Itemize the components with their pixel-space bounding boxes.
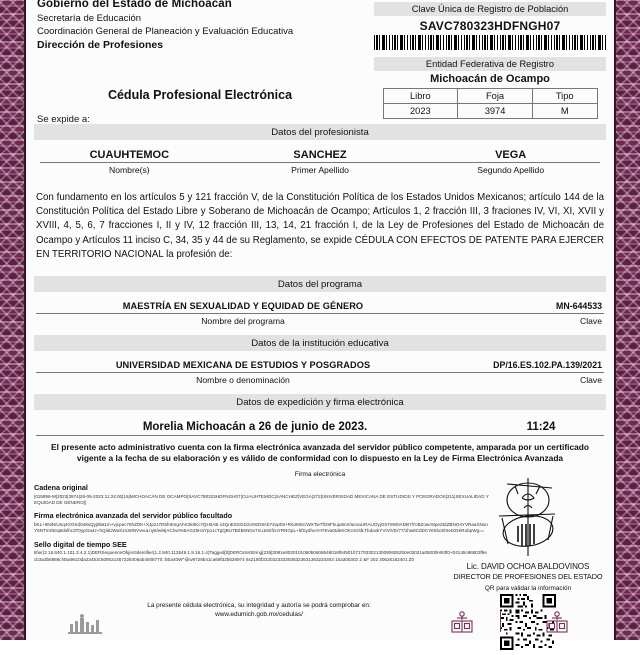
section-header-expedicion: Datos de expedición y firma electrónica (34, 394, 606, 410)
expedition-row (34, 421, 606, 433)
value-hora: 11:24 (526, 421, 556, 434)
cell-foja: 3974 (458, 104, 533, 119)
cadena-original-value: |015896-M|2023|3974|26-06-2023 11:24:00|16|MICHOACÁN DE OCAMPO|SAVC780323HDFNGH07|CUAUHTEMOC|SANCHEZ|VEGA|272|UNIVERSIDAD MEXICANA DE ESTUDIOS Y POSGRADOS|311|SEXUALIDAD Y EQUIDAD DE GÉNERO|| (34, 493, 489, 505)
institucion-labels-row (34, 375, 606, 385)
label-nombre: Nombre(s) (109, 165, 150, 175)
field-segundo-apellido (415, 149, 606, 161)
crypto-blocks (34, 483, 489, 563)
footer-note-line1: La presente cédula electrónica, su integridad y autoría se podrá comprobar en: (147, 602, 371, 609)
cell-tipo: M (532, 104, 597, 119)
institutional-logo-icon-2 (534, 610, 580, 636)
sello-tiempo-value: tifier(2.16.840.1.101.3.4.2.1)DERSequenceObjectIdentifier(1.2.840.113549.1.9.16.1.4)Tagged[0]DEROctetString[235]3081e8020101060b0608648018f845010717033021300906052b0e03021a05000HE0f0+04145c86803f9ecb3a3b6886cf45a9610da23453c509021457228406ab4008770::hEa40W^@w9729b41ca69f32b626974 6x2180f3230323333036323631363234303 15a300302 2 &F 202 30626162401 Z0 (34, 550, 487, 562)
qr-label: QR para validar la información (484, 585, 572, 592)
divider (36, 372, 604, 373)
footer-note (94, 602, 424, 619)
value-institucion-clave: DP/16.ES.102.PA.139/2021 (493, 360, 602, 371)
logo-svg-1 (439, 610, 485, 636)
curp-value: SAVC780323HDFNGH07 (419, 19, 561, 33)
value-institucion-nombre: UNIVERSIDAD MEXICANA DE ESTUDIOS Y POSGRADOS (115, 360, 371, 371)
value-lugar-fecha: Morelia Michoacán a 26 de junio de 2023. (142, 421, 368, 434)
section-header-institucion: Datos de la institución educativa (34, 335, 606, 351)
institucion-values-row (34, 360, 606, 370)
cadena-original-block (34, 483, 489, 506)
firma-avanzada-title: Firma electrónica avanzada del servidor público facultado (34, 511, 233, 521)
column-header-foja: Foja (458, 89, 533, 104)
secretariat-name: Secretaría de Educación (37, 13, 142, 24)
border-inner-line (614, 0, 616, 640)
label-segundo-apellido: Segundo Apellido (477, 165, 545, 175)
label-programa-nombre: Nombre del programa (201, 316, 285, 327)
handwritten-signature-icon (452, 474, 604, 562)
logo-svg-2 (534, 610, 580, 636)
value-primer-apellido: SANCHEZ (293, 149, 347, 161)
firma-electronica-label: Firma electrónica (294, 471, 346, 479)
entidad-label: Entidad Federativa de Registro (374, 57, 606, 71)
border-pattern-icon (614, 0, 640, 640)
label-primer-apellido: Primer Apellido (291, 165, 349, 175)
value-programa-clave: MN-644533 (556, 301, 602, 312)
document-content (34, 2, 606, 638)
person-names-row (34, 149, 606, 161)
cadena-original-title: Cadena original (34, 483, 88, 493)
coordination-name: Coordinación General de Planeación y Evaluación Educativa (37, 26, 294, 37)
border-pattern-icon (0, 0, 26, 640)
issuing-authority (37, 0, 417, 52)
legal-notice-line2: vigente a la fecha de su elaboración y es válido de conformidad con lo dispuesto en la Ley de Firma Electrónica Avanzada (76, 453, 564, 464)
table-row (383, 104, 597, 119)
legal-basis-paragraph: Con fundamento en los artículos 5 y 121 fracción V, de la Constitución Política de los Estados Unidos Mexicanos; artículo 144 de la Constitución Política del Estado Libre y Soberano de Michoacán de Ocampo; Artículos 1, 2 fracción III, 3 fraciones IV, VI, XI, XVII y XVIII, 4, 5, 6, 7 fracciones I, II y IV, 12 fracción III, 13, 14, 21 fracción I, de la Ley de Profesiones del Estado de Michoacán de Ocampo y Artículos 11 inciso C, 34, 35 y 44 de su Reglamento, se expide CÉDULA CON EFECTOS DE PATENTE PARA EJERCER EN TERRITORIO NACIONAL la profesión de: (36, 192, 604, 260)
firma-avanzada-value: bKL+9NiN/Unq4GGKd048xQyj9lat1m+vjcpec76hZDK+XJpzJ7D6hIKngAhS2k8Kc7QH3AB x3QnESSGDzor9zD9Ab72vpDs+R6JMSc/WXTwTfO9Fhuju9nX/se1aURAUOyjOST8W0ADB7l7cBZowA8peZtdZBNO4YVRaaXNunY5NTmOteq8dolhc3T0ypGa4z+hQii8JWuKzoS8NVveuLny6/w9rjAChwYe5AGZ0H4Ypo1cTgQBU7BZBsNGv7nu1KEfzuYRNGpL+bfSydhvAHTEva0tdeKOKoG/sfLTbdavkYVIViVD/77/1hw8CdDCYeSbcEhIeDZHiRubpWg== (34, 521, 488, 534)
programa-values-row (34, 301, 606, 311)
decorative-border-left (0, 0, 26, 640)
person-labels-row (34, 163, 606, 175)
section-header-programa: Datos del programa (34, 276, 606, 292)
signer-title: DIRECTOR DE PROFESIONES DEL ESTADO (453, 572, 603, 581)
curp-label: Clave Única de Registro de Población (374, 2, 606, 16)
label-institucion-clave: Clave (580, 375, 602, 386)
divider (36, 435, 604, 436)
entidad-value: Michoacán de Ocampo (430, 73, 550, 85)
document-footer (34, 602, 606, 636)
table-header-row (383, 89, 597, 104)
field-nombre (34, 149, 225, 161)
government-name: Gobierno del Estado de Michoacán (37, 0, 232, 10)
department-name: Dirección de Profesiones (37, 39, 164, 51)
registry-table (383, 88, 598, 119)
divider (36, 313, 604, 314)
cell-libro: 2023 (383, 104, 458, 119)
field-primer-apellido (225, 149, 416, 161)
registry-block (374, 2, 606, 119)
institutional-logo-icon-1 (439, 610, 485, 636)
issued-to-label: Se expide a: (37, 114, 90, 125)
signer-name: Lic. DAVID OCHOA BALDOVINOS (466, 562, 590, 571)
section-header-profesionista: Datos del profesionista (34, 124, 606, 140)
label-programa-clave: Clave (580, 316, 602, 327)
sello-tiempo-title: Sello digital de tiempo SEE (34, 539, 127, 549)
column-header-tipo: Tipo (532, 89, 597, 104)
barcode-image (374, 35, 606, 50)
label-institucion-nombre: Nombre o denominación (196, 375, 290, 386)
value-nombre: CUAUHTEMOC (89, 149, 170, 161)
decorative-border-right (614, 0, 640, 640)
signature-svg (452, 474, 604, 562)
legal-notice-line1: El presente acto administrativo cuenta con la firma electrónica avanzada del servidor público competente, amparada por un certificado (50, 442, 590, 453)
firma-avanzada-block (34, 511, 489, 534)
value-segundo-apellido: VEGA (495, 149, 527, 161)
document-page (26, 0, 614, 640)
value-programa-nombre: MAESTRÍA EN SEXUALIDAD Y EQUIDAD DE GÉNERO (122, 301, 364, 312)
programa-labels-row (34, 316, 606, 326)
column-header-libro: Libro (383, 89, 458, 104)
footer-note-line2: www.edumich.gob.mx/cedulas/ (215, 610, 303, 618)
sello-tiempo-block (34, 540, 489, 563)
footer-divider (500, 612, 501, 632)
page-title: Cédula Profesional Electrónica (107, 88, 293, 102)
